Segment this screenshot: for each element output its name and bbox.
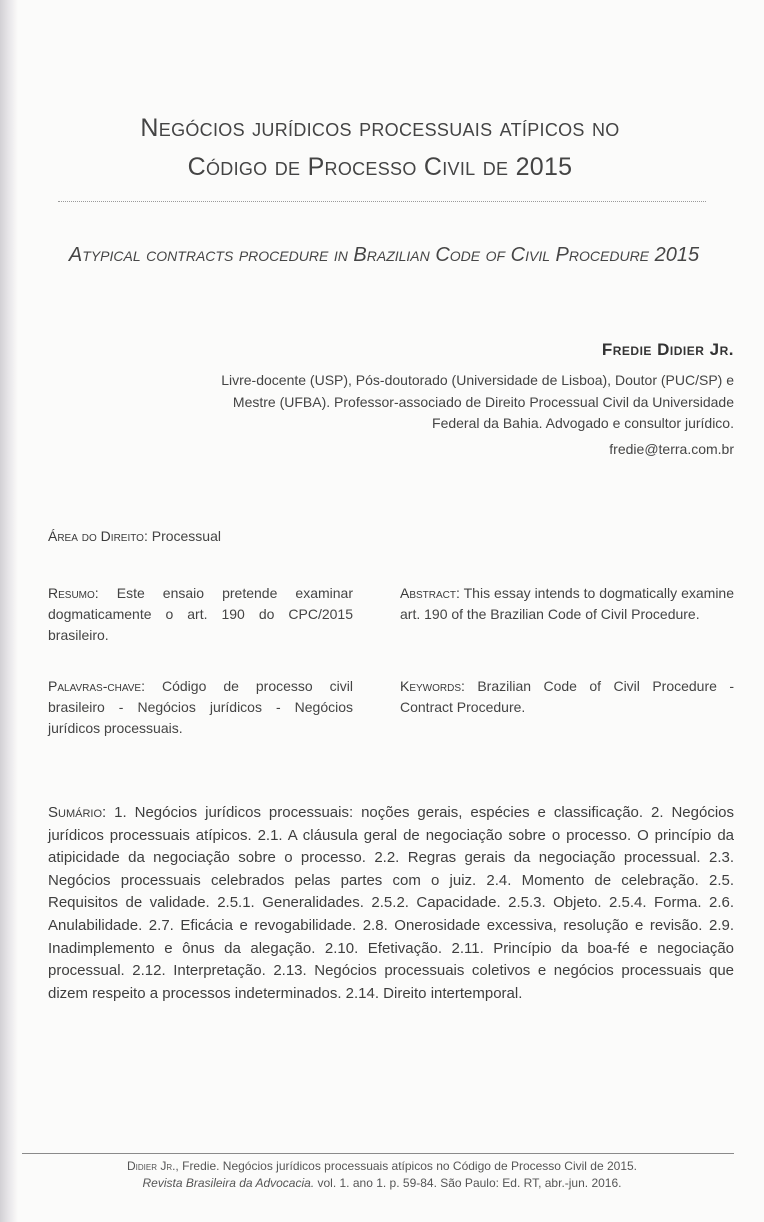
footer-citation-line-1 xyxy=(0,1159,764,1173)
article-title-line-1: Negócios jurídicos processuais atípicos no xyxy=(140,114,620,142)
page-binding-shadow xyxy=(0,0,18,1222)
author-email: fredie@terra.com.br xyxy=(609,441,734,457)
title-divider xyxy=(58,201,706,202)
keywords-block xyxy=(400,676,734,718)
abstract-label: Abstract: xyxy=(400,585,460,601)
english-subtitle: Atypical contracts procedure in Brazilian Code of Civil Procedure 2015 xyxy=(68,244,700,266)
footer-divider xyxy=(22,1153,734,1154)
author-name: Fredie Didier Jr. xyxy=(601,340,734,359)
palavras-chave-block xyxy=(48,676,353,739)
palavras-chave-label: Palavras-chave: xyxy=(48,678,145,694)
footer-author-surname: Didier Jr., xyxy=(126,1159,179,1173)
footer-citation-line-2 xyxy=(0,1176,764,1190)
sumario-label: Sumário: xyxy=(48,804,107,821)
area-value: Processual xyxy=(151,528,221,544)
keywords-text: Brazilian Code of Civil Procedure - Contract Procedure. xyxy=(400,678,735,715)
sumario-block xyxy=(48,802,734,1005)
palavras-chave-text: Código de processo civil brasileiro - Negócios jurídicos - Negócios jurídicos processuais. xyxy=(48,678,353,736)
keywords-label: Keywords: xyxy=(400,678,465,694)
sumario-text: 1. Negócios jurídicos processuais: noções gerais, espécies e classificação. 2. Negócios jurídicos processuais atípicos. 2.1. A cláusula geral de negociação sobre o processo. O princípio da atipicidade da negociação sobre o processo. 2.2. Regras gerais da negociação processual. 2.3. Negócios processuais celebrados pelas partes com o juiz. 2.4. Momento de celebração. 2.5. Requisitos de validade. 2.5.1. Generalidades. 2.5.2. Capacidade. 2.5.3. Objeto. 2.5.4. Forma. 2.6. Anulabilidade. 2.7. Eficácia e revogabilidade. 2.8. Onerosidade excessiva, resolução e revisão. 2.9. Inadimplemento e ônus da alegação. 2.10. Efetivação. 2.11. Princípio da boa-fé e negociação processual. 2.12. Interpretação. 2.13. Negócios processuais coletivos e negócios processuais que dizem respeito a processos indeterminados. 2.14. Direito intertemporal. xyxy=(48,804,735,1002)
resumo-block xyxy=(48,583,353,646)
footer-journal: Revista Brasileira da Advocacia. xyxy=(142,1176,315,1190)
author-affiliation: Livre-docente (USP), Pós-doutorado (Universidade de Lisboa), Doutor (PUC/SP) e Mestre (UFBA). Professor-associado de Direito Processual Civil da Universidade Federal da Bahia. Advogado e consultor jurídico. xyxy=(221,372,734,431)
resumo-text: Este ensaio pretende examinar dogmaticamente o art. 190 do CPC/2015 brasileiro. xyxy=(48,585,353,643)
resumo-label: Resumo: xyxy=(48,585,99,601)
footer-line-1-rest: Fredie. Negócios jurídicos processuais atípicos no Código de Processo Civil de 2015. xyxy=(182,1159,638,1173)
abstract-text: This essay intends to dogmatically examine art. 190 of the Brazilian Code of Civil Procedure. xyxy=(400,585,734,622)
area-label: Área do Direito: xyxy=(48,528,148,544)
area-do-direito xyxy=(48,528,221,544)
footer-line-2-rest: vol. 1. ano 1. p. 59-84. São Paulo: Ed. RT, abr.-jun. 2016. xyxy=(317,1176,622,1190)
abstract-block xyxy=(400,583,734,625)
article-title-line-2: Código de Processo Civil de 2015 xyxy=(187,153,573,181)
